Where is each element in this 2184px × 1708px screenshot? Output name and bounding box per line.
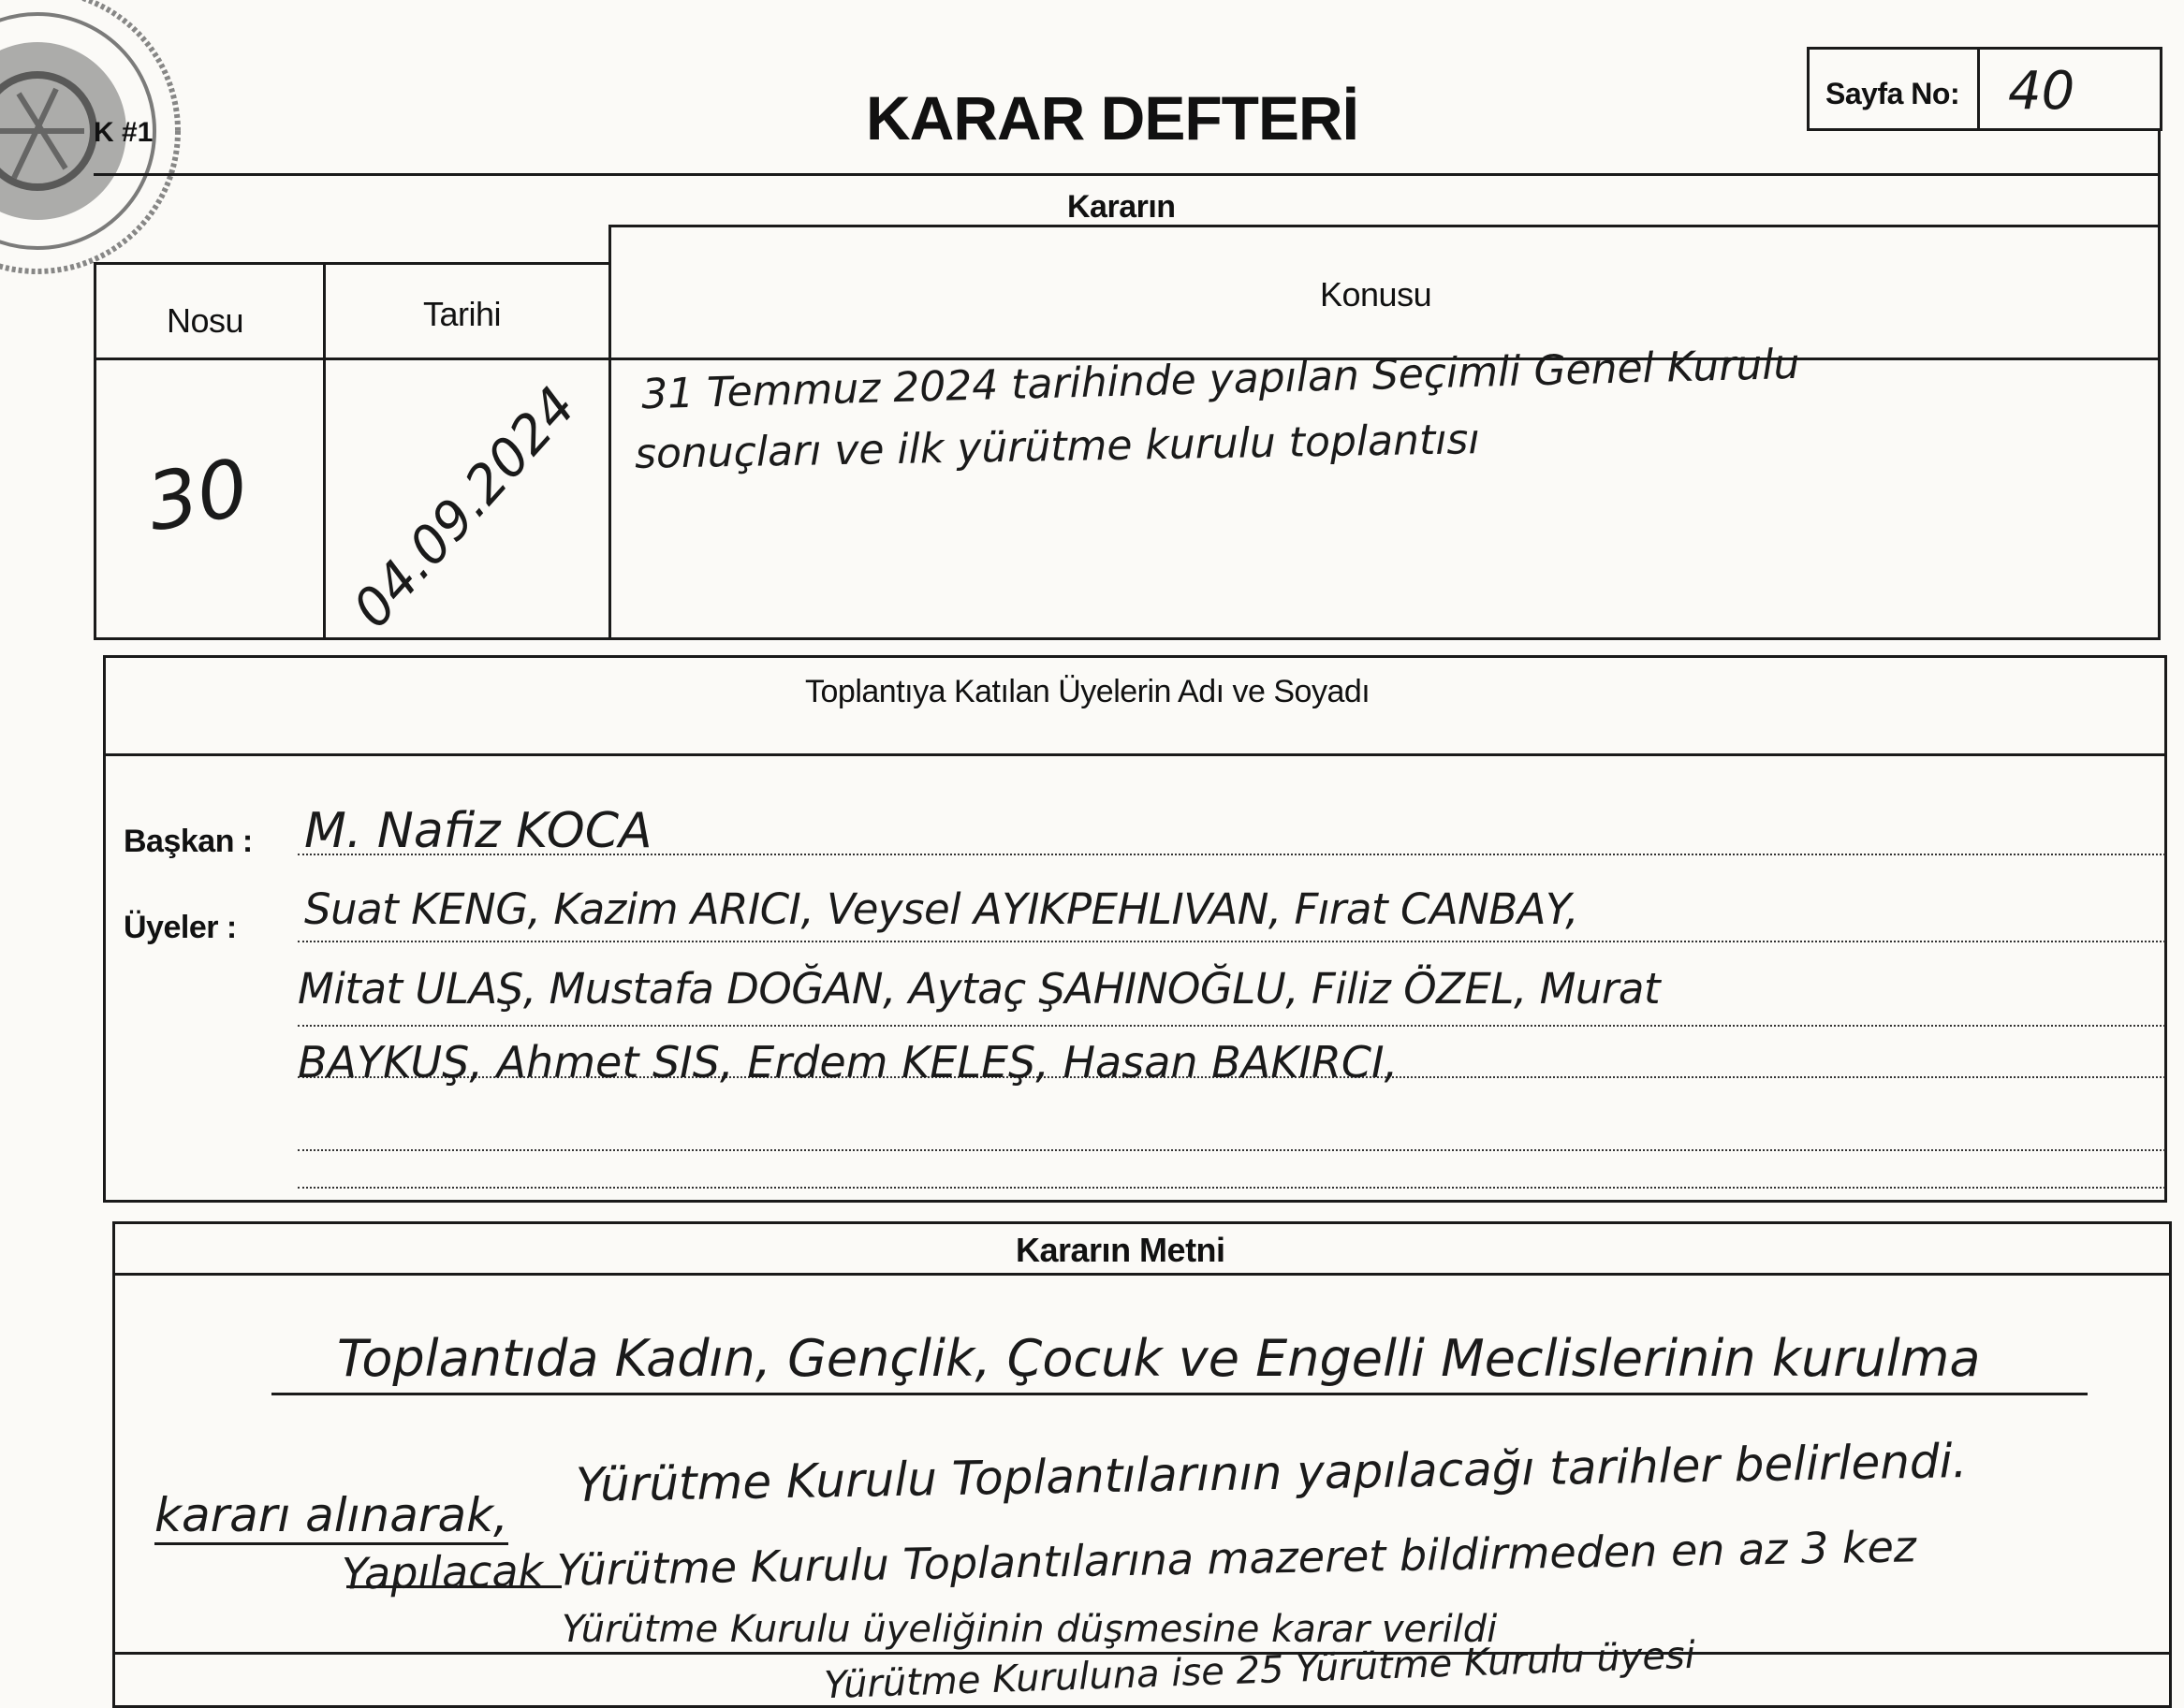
- chair-name: M. Nafiz KOCA: [304, 803, 652, 859]
- members-line-2: Mitat ULAŞ, Mustafa DOĞAN, Aytaç ŞAHINOĞLU, Filiz ÖZEL, Murat: [298, 964, 1661, 1014]
- form-code: K #1: [94, 117, 154, 148]
- decision-subject-line-2: sonuçları ve ilk yürütme kurulu toplantısı: [634, 416, 1481, 478]
- page-number-label: Sayfa No:: [1825, 77, 1960, 110]
- decision-text-line-5: Yürütme Kuruluna ise 25 Yürütme Kurulu üyesi: [823, 1633, 1696, 1708]
- decision-text-section-label: Kararın Metni: [1016, 1231, 1225, 1269]
- members-line-3: BAYKUŞ, Ahmet SIS, Erdem KELEŞ, Hasan BAKIRCI,: [298, 1037, 1399, 1088]
- members-line-1: Suat KENG, Kazim ARICI, Veysel AYIKPEHLIVAN, Fırat CANBAY,: [304, 884, 1578, 934]
- decision-text-line-2a: kararı alınarak,: [154, 1488, 508, 1545]
- column-date-header: Tarihi: [423, 295, 502, 333]
- page-number-value: 40: [2008, 61, 2075, 122]
- decision-text-line-2b: Yürütme Kurulu Toplantılarının yapılacağı tarihler belirlendi.: [575, 1434, 1968, 1512]
- page-title: KARAR DEFTERİ: [866, 83, 1358, 153]
- decision-number: 30: [140, 441, 256, 549]
- decision-section-label: Kararın: [1067, 189, 1176, 225]
- decision-subject-line-1: 31 Temmuz 2024 tarihinde yapılan Seçimli Genel Kurulu: [640, 340, 1801, 419]
- attendees-section-label: Toplantıya Katılan Üyelerin Adı ve Soyadı: [805, 674, 1370, 709]
- column-no-header: Nosu: [167, 301, 244, 340]
- decision-text-line-1: Toplantıda Kadın, Gençlik, Çocuk ve Engelli Meclislerinin kurulma: [337, 1329, 1981, 1388]
- members-label: Üyeler :: [124, 910, 237, 945]
- decision-date: 04.09.2024: [342, 375, 588, 640]
- chair-label: Başkan :: [124, 824, 253, 859]
- decision-text-line-4: Yürütme Kurulu üyeliğinin düşmesine karar verildi: [562, 1608, 1498, 1651]
- column-subject-header: Konusu: [1320, 275, 1432, 314]
- decision-text-line-3: Yapılacak Yürütme Kurulu Toplantılarına mazeret bildirmeden en az 3 kez: [341, 1521, 1917, 1599]
